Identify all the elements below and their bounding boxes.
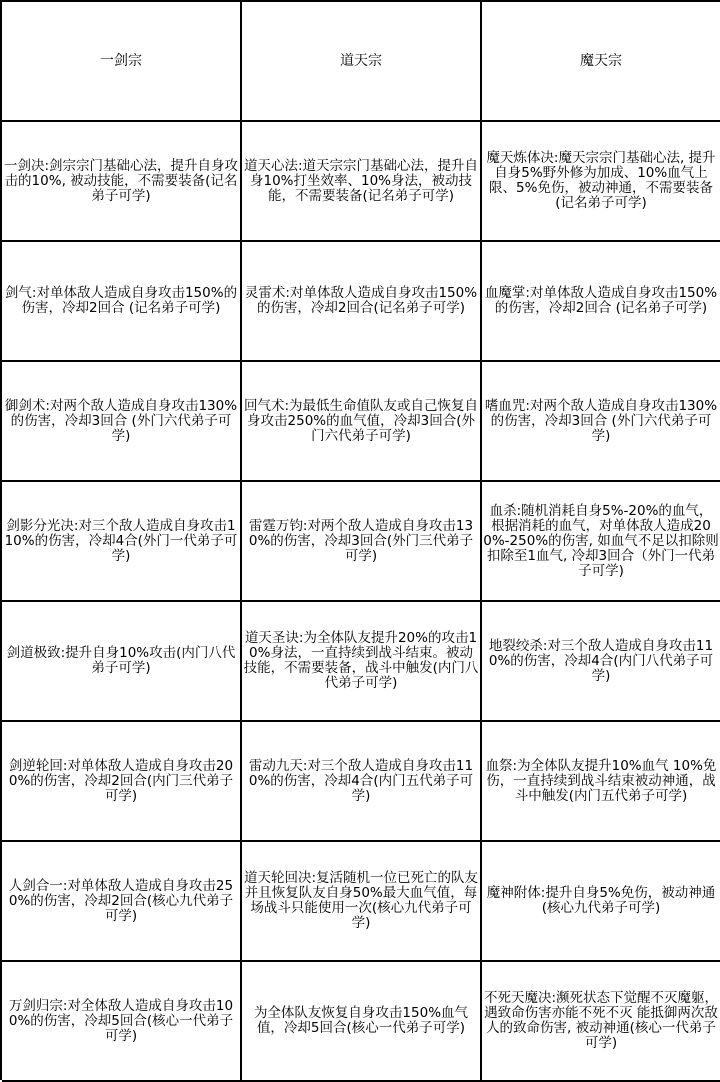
table-cell: 血魔掌:对单体敌人造成自身攻击150%的伤害，冷却2回合 (记名弟子可学) bbox=[482, 242, 720, 362]
header-motianzong: 魔天宗 bbox=[482, 2, 720, 122]
table-cell: 血祭:为全体队友提升10%血气 10%免伤，一直持续到战斗结束被动神通，战斗中触发(内门五代弟子可学) bbox=[482, 722, 720, 842]
header-daotianzong: 道天宗 bbox=[242, 2, 482, 122]
table-cell: 万剑归宗:对全体敌人造成自身攻击100%的伤害，冷却5回合(核心一代弟子可学) bbox=[2, 962, 242, 1082]
table-cell: 御剑术:对两个敌人造成自身攻击130%的伤害，冷却3回合 (外门六代弟子可学) bbox=[2, 362, 242, 482]
table-cell: 血杀:随机消耗自身5%-20%的血气，根据消耗的血气，对单体敌人造成200%-250%的伤害, 如血气不足以扣除则扣除至1血气, 冷却3回合（外门一代弟子可学) bbox=[482, 482, 720, 602]
table-cell: 雷动九天:对三个敌人造成自身攻击110%的伤害，冷却4合(内门五代弟子可学) bbox=[242, 722, 482, 842]
table-cell: 地裂绞杀:对三个敌人造成自身攻击110%的伤害，冷却4合(内门八代弟子可学) bbox=[482, 602, 720, 722]
table-cell: 剑逆轮回:对单体敌人造成自身攻击200%的伤害，冷却2回合(内门三代弟子可学) bbox=[2, 722, 242, 842]
table-cell: 剑气:对单体敌人造成自身攻击150%的伤害，冷却2回合 (记名弟子可学) bbox=[2, 242, 242, 362]
table-cell: 剑影分光决:对三个敌人造成自身攻击110%的伤害，冷却4合(外门一代弟子可学) bbox=[2, 482, 242, 602]
table-cell: 回气术:为最低生命值队友或自己恢复自身攻击250%的血气值，冷却3回合(外门六代弟子可学) bbox=[242, 362, 482, 482]
header-yijianzong: 一剑宗 bbox=[2, 2, 242, 122]
table-cell: 不死天魔决:濒死状态下觉醒不灭魔躯，遇致命伤害亦能不死不灭 能抵御两次敌人的致命伤害, 被动神通(核心一代弟子可学) bbox=[482, 962, 720, 1082]
table-cell: 魔天炼体决:魔天宗宗门基础心法, 提升自身5%野外修为加成、10%血气上限、5%免伤，被动神通，不需要装备(记名弟子可学) bbox=[482, 122, 720, 242]
table-cell: 为全体队友恢复自身攻击150%血气值，冷却5回合(核心一代弟子可学) bbox=[242, 962, 482, 1082]
table-cell: 魔神附体:提升自身5%免伤，被动神通(核心九代弟子可学) bbox=[482, 842, 720, 962]
table-cell: 灵雷术:对单体敌人造成自身攻击150%的伤害，冷却2回合(记名弟子可学) bbox=[242, 242, 482, 362]
table-cell: 道天圣诀:为全体队友提升20%的攻击10%身法，一直持续到战斗结束。被动技能，不需要装备，战斗中触发(内门八代弟子可学) bbox=[242, 602, 482, 722]
table-cell: 嗜血咒:对两个敌人造成自身攻击130%的伤害，冷却3回合 (外门六代弟子可学) bbox=[482, 362, 720, 482]
table-cell: 道天轮回决:复活随机一位已死亡的队友并且恢复队友自身50%最大血气值，每场战斗只能使用一次(核心九代弟子可学) bbox=[242, 842, 482, 962]
table-cell: 雷霆万钧:对两个敌人造成自身攻击130%的伤害，冷却3回合(外门三代弟子可学) bbox=[242, 482, 482, 602]
table-cell: 道天心法:道天宗宗门基础心法，提升自身10%打坐效率、10%身法，被动技能，不需要装备(记名弟子可学) bbox=[242, 122, 482, 242]
table-cell: 人剑合一:对单体敌人造成自身攻击250%的伤害，冷却2回合(核心九代弟子可学) bbox=[2, 842, 242, 962]
table-cell: 一剑决:剑宗宗门基础心法，提升自身攻击的10%, 被动技能，不需要装备(记名弟子可学) bbox=[2, 122, 242, 242]
table-cell: 剑道极致:提升自身10%攻击(内门八代弟子可学) bbox=[2, 602, 242, 722]
